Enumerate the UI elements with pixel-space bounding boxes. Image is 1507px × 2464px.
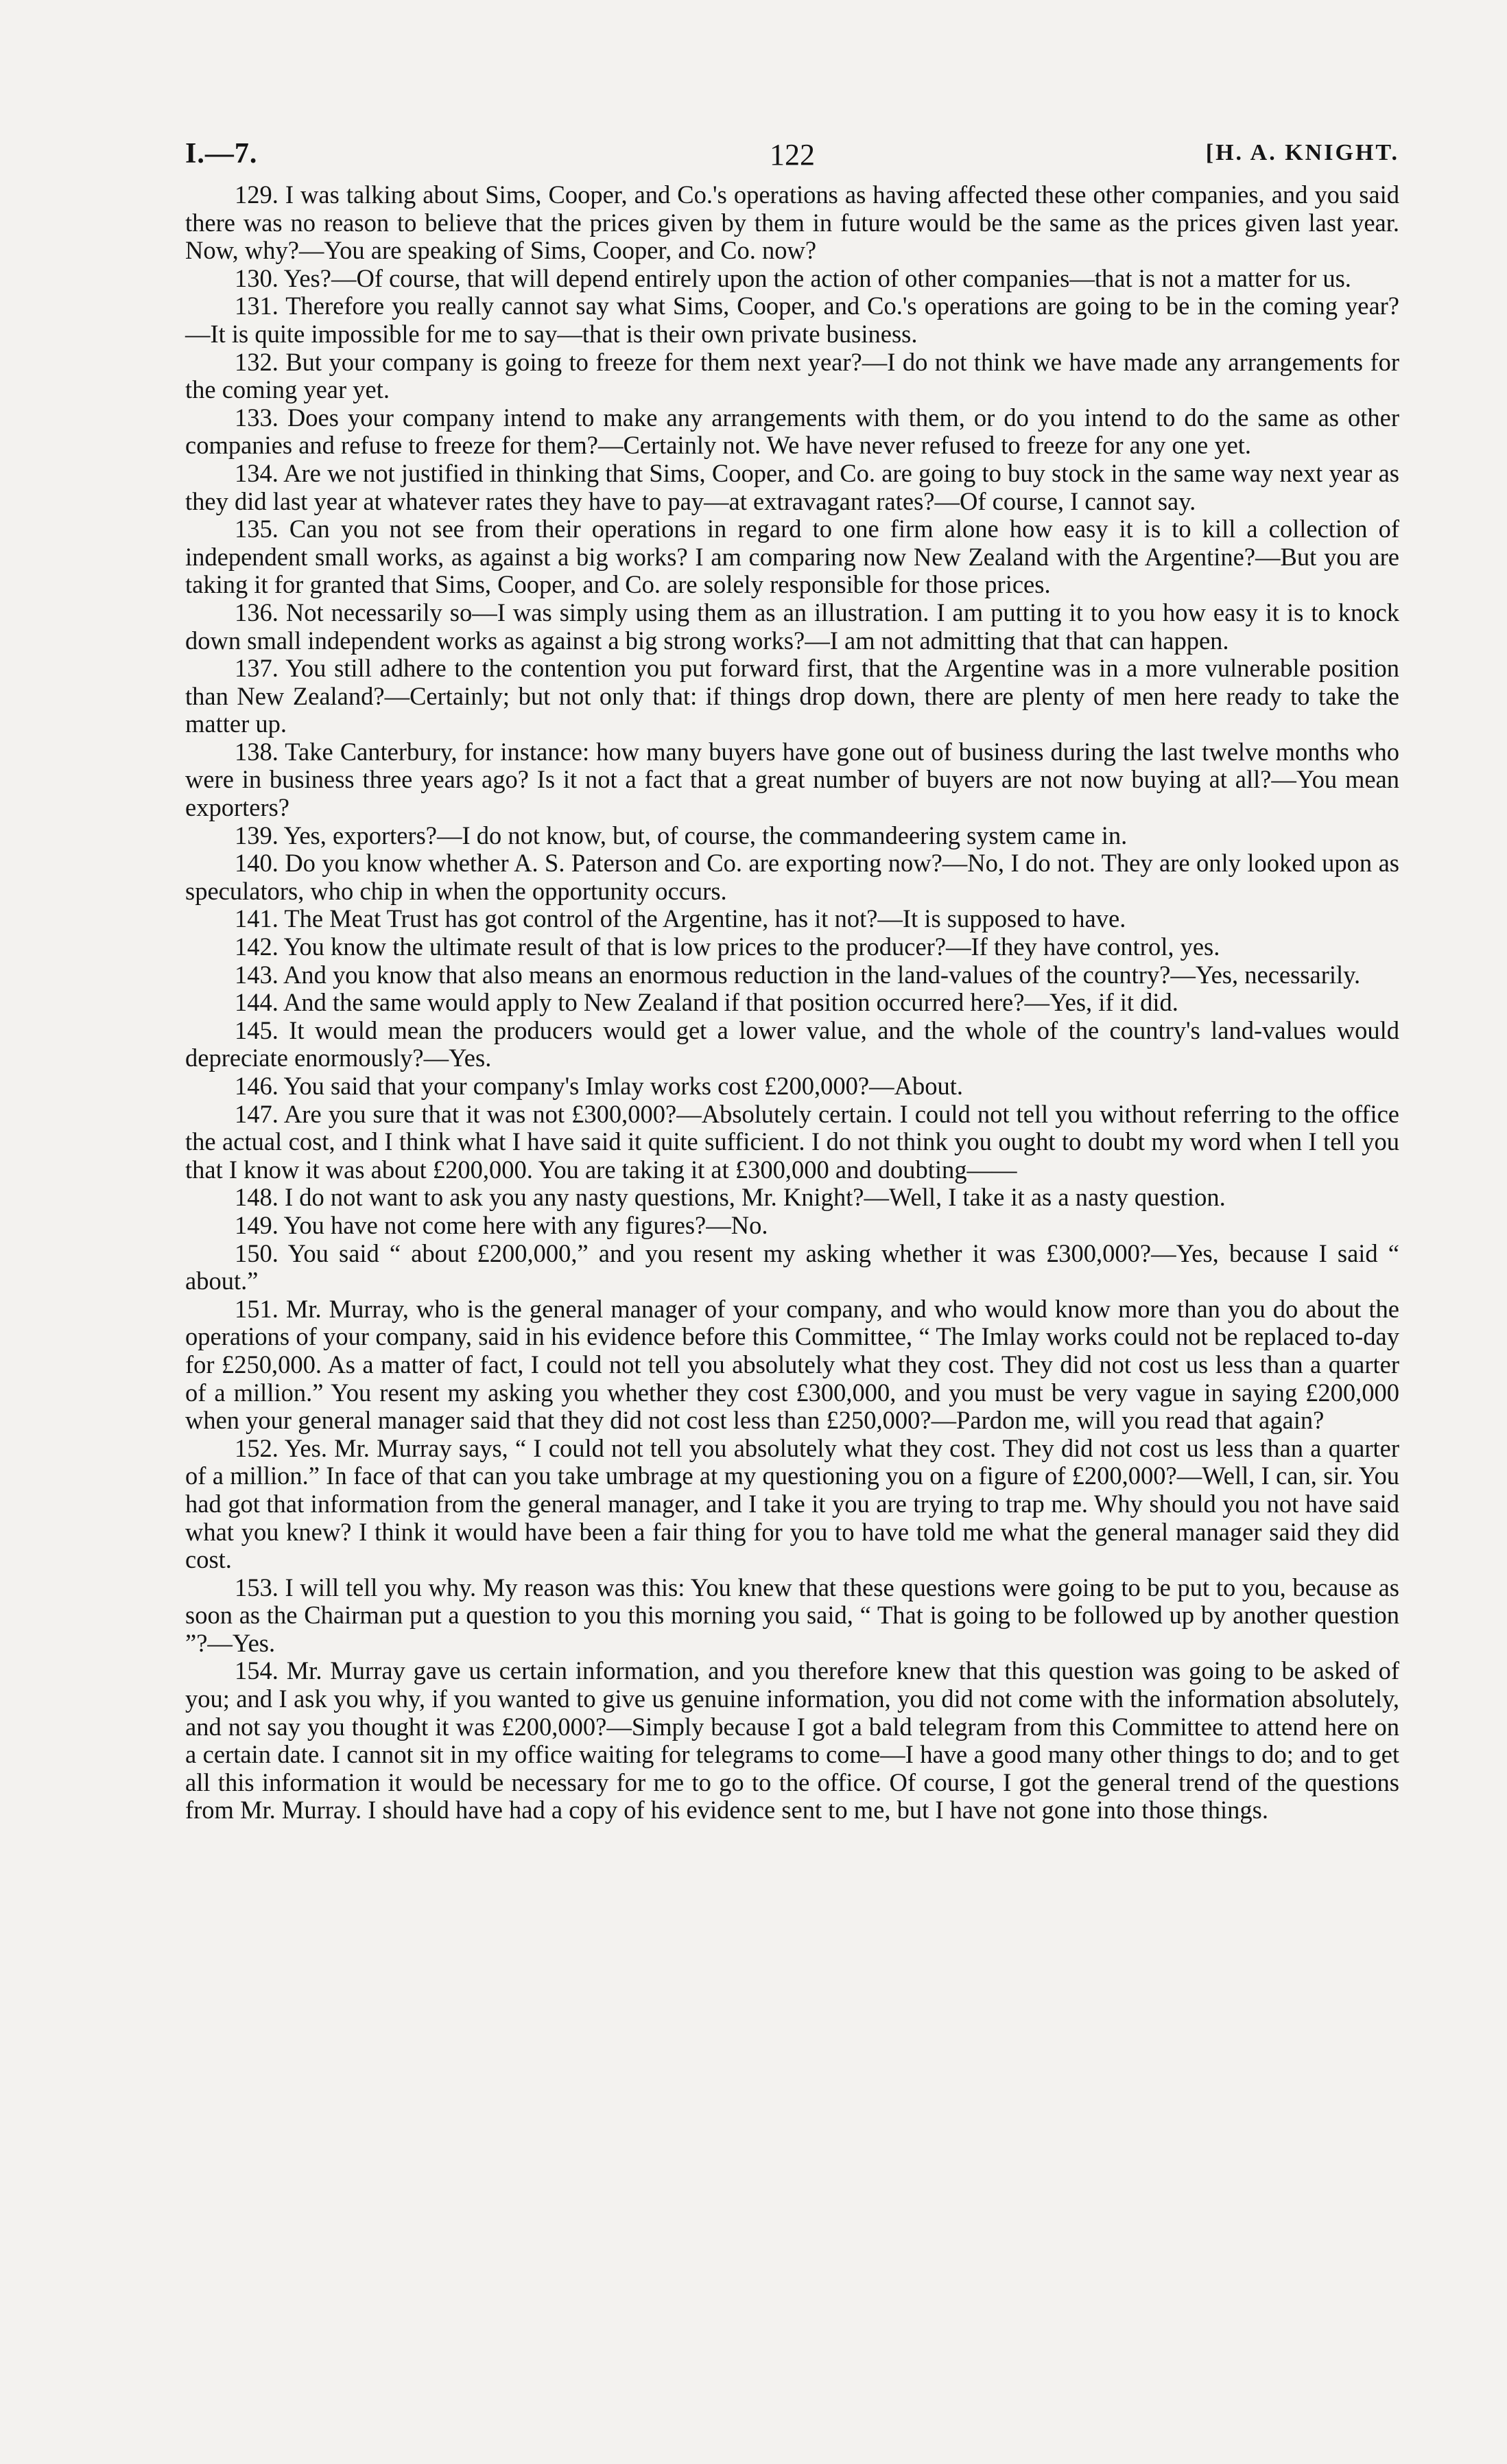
paragraph-152: 152. Yes. Mr. Murray says, “ I could not tell you absolutely what they cost. They did not cost us less than a quarter of a million.” In face of that can you take umbrage at my questioning you on a figure of £200,000?—Well, I can, sir. You had got that information from the general manager, and I take it you are trying to trap me. Why should you not have said what you knew? I think it would have been a fair thing for you to have told me what the general manager said they did cost.	[185, 1433, 1399, 1574]
paragraph-153: 153. I will tell you why. My reason was this: You knew that these questions were going to be put to you, because as soon as the Chairman put a question to you this morning you said, “ That is going to be followed up by another question ”?—Yes.	[185, 1573, 1399, 1657]
page-number: 122	[770, 138, 815, 172]
evidence-text	[185, 181, 1399, 1824]
parliamentary-paper-reference: I.—7.	[185, 138, 258, 169]
paragraph-133: 133. Does your company intend to make any arrangements with them, or do you intend to do the same as other companies and refuse to freeze for them?—Certainly not. We have never refused to freeze for any one yet.	[185, 403, 1399, 460]
witness-name: [H. A. KNIGHT.	[1205, 140, 1399, 165]
paragraph-132: 132. But your company is going to freeze for them next year?—I do not think we have made any arrangements for the coming year yet.	[185, 347, 1399, 404]
paragraph-134: 134. Are we not justified in thinking that Sims, Cooper, and Co. are going to buy stock in the same way next year as they did last year at whatever rates they have to pay—at extravagant rates?—Of course, I cannot say.	[185, 458, 1399, 515]
paragraph-130: 130. Yes?—Of course, that will depend entirely upon the action of other companies—that is not a matter for us.	[235, 263, 1351, 292]
paragraph-151: 151. Mr. Murray, who is the general manager of your company, and who would know more than you do about the operations of your company, said in his evidence before this Committee, “ The Imlay works could not be replaced to-day for £250,000. As a matter of fact, I could not tell you absolutely what they cost. They did not cost us less than a quarter of a million.” You resent my asking you whether they cost £300,000, and you must be very vague in saying £200,000 when your general manager said that they did not cost less than £250,000?—Pardon me, will you read that again?	[185, 1294, 1399, 1435]
paragraph-136: 136. Not necessarily so—I was simply using them as an illustration. I am putting it to you how easy it is to knock down small independent works as against a big strong works?—I am not admitting that that can happen.	[185, 598, 1399, 655]
paragraph-131: 131. Therefore you really cannot say what Sims, Cooper, and Co.'s operations are going to be in the coming year?—It is quite impossible for me to say—that is their own private business.	[185, 292, 1399, 348]
paragraph-138: 138. Take Canterbury, for instance: how many buyers have gone out of business during the last twelve months who were in business three years ago? Is it not a fact that a great number of buyers are not now buying at all?—You mean exporters?	[185, 737, 1399, 822]
paragraph-140: 140. Do you know whether A. S. Paterson and Co. are exporting now?—No, I do not. They are only looked upon as speculators, who chip in when the opportunity occurs.	[185, 849, 1399, 905]
paragraph-139: 139. Yes, exporters?—I do not know, but, of course, the commandeering system came in.	[235, 821, 1128, 849]
paragraph-149: 149. You have not come here with any figures?—No.	[235, 1210, 768, 1239]
paragraph-137: 137. You still adhere to the contention you put forward first, that the Argentine was in a more vulnerable position than New Zealand?—Certainly; but not only that: if things drop down, there are plenty of men here ready to take the matter up.	[185, 654, 1399, 738]
paragraph-141: 141. The Meat Trust has got control of the Argentine, has it not?—It is supposed to have.	[235, 904, 1126, 933]
paragraph-147: 147. Are you sure that it was not £300,000?—Absolutely certain. I could not tell you without referring to the office the actual cost, and I think what I have said it quite sufficient. I do not think you ought to doubt my word when I tell you that I know it was about £200,000. You are taking it at £300,000 and doubting——	[185, 1099, 1399, 1184]
paragraph-145: 145. It would mean the producers would get a lower value, and the whole of the country's land-values would depreciate enormously?—Yes.	[185, 1016, 1399, 1072]
paragraph-148: 148. I do not want to ask you any nasty questions, Mr. Knight?—Well, I take it as a nasty question.	[235, 1183, 1226, 1212]
paragraph-143: 143. And you know that also means an enormous reduction in the land-values of the country?—Yes, necessarily.	[235, 960, 1361, 989]
paragraph-135: 135. Can you not see from their operations in regard to one firm alone how easy it is to kill a collection of independent small works, as against a big works? I am comparing now New Zealand with the Argentine?—But you are taking it for granted that Sims, Cooper, and Co. are solely responsible for those prices.	[185, 515, 1399, 599]
paragraph-144: 144. And the same would apply to New Zealand if that position occurred here?—Yes, if it did.	[235, 988, 1178, 1017]
paragraph-142: 142. You know the ultimate result of that is low prices to the producer?—If they have control, yes.	[235, 932, 1220, 961]
page-header	[185, 137, 1399, 181]
paragraph-150: 150. You said “ about £200,000,” and you resent my asking whether it was £300,000?—Yes, because I said “ about.”	[185, 1239, 1399, 1295]
paragraph-146: 146. You said that your company's Imlay works cost £200,000?—About.	[235, 1072, 963, 1100]
document-page	[185, 137, 1399, 1824]
paragraph-129: 129. I was talking about Sims, Cooper, and Co.'s operations as having affected these other companies, and you said there was no reason to believe that the prices given by them in future would be the same as the prices given last year. Now, why?—You are speaking of Sims, Cooper, and Co. now?	[185, 180, 1399, 265]
paragraph-154: 154. Mr. Murray gave us certain information, and you therefore knew that this question was going to be asked of you; and I ask you why, if you wanted to give us genuine information, you did not come with the information absolutely, and not say you thought it was £200,000?—Simply because I got a bald telegram from this Committee to attend here on a certain date. I cannot sit in my office waiting for telegrams to come—I have a good many other things to do; and to get all this information it would be necessary for me to go to the office. Of course, I got the general trend of the questions from Mr. Murray. I should have had a copy of his evidence sent to me, but I have not gone into those things.	[185, 1656, 1399, 1824]
